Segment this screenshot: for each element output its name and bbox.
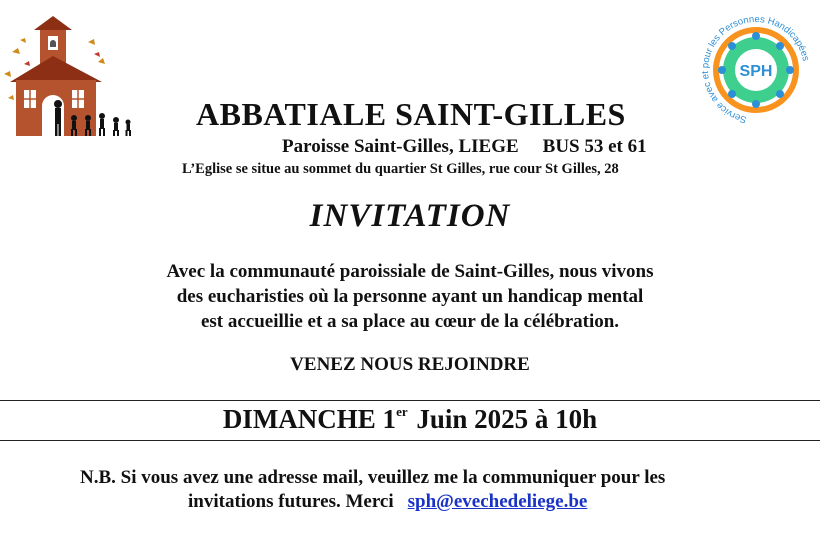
- church-logo: [2, 12, 142, 140]
- sph-logo: [700, 12, 812, 130]
- note-line-2: [188, 491, 587, 513]
- call-to-action: VENEZ NOUS REJOINDRE: [290, 354, 530, 375]
- church-title: ABBATIALE SAINT-GILLES: [196, 96, 626, 132]
- body-line: Avec la communauté paroissiale de Saint-Gilles, nous vivons: [166, 261, 654, 282]
- bus-info: BUS 53 et 61: [542, 136, 647, 157]
- event-date: [0, 404, 820, 435]
- invitation-heading: INVITATION: [309, 198, 511, 234]
- date-rest: Juin 2025 à 10h: [409, 404, 598, 434]
- sph-ring-text: Service avec et pour les Personnes Handicapées: [700, 13, 812, 125]
- divider-top: [0, 400, 820, 401]
- date-ordinal: er: [396, 404, 408, 419]
- body-line: est accueillie et a sa place au cœur de la célébration.: [200, 311, 620, 332]
- date-day: DIMANCHE 1: [222, 404, 397, 434]
- parish-name: Paroisse Saint-Gilles, LIEGE: [282, 136, 519, 157]
- sph-logo-text: SPH: [739, 63, 773, 80]
- parish-line: [282, 136, 647, 158]
- invitation-body: [0, 259, 820, 334]
- body-line: des eucharisties où la personne ayant un handicap mental: [176, 286, 644, 307]
- email-link[interactable]: sph@evechedeliege.be: [407, 491, 588, 512]
- note-thanks: invitations futures. Merci: [188, 491, 394, 512]
- note-line-1: N.B. Si vous avez une adresse mail, veuillez me la communiquer pour les: [80, 467, 666, 488]
- church-address: L’Eglise se situe au sommet du quartier St Gilles, rue cour St Gilles, 28: [182, 161, 619, 177]
- divider-bottom: [0, 440, 820, 441]
